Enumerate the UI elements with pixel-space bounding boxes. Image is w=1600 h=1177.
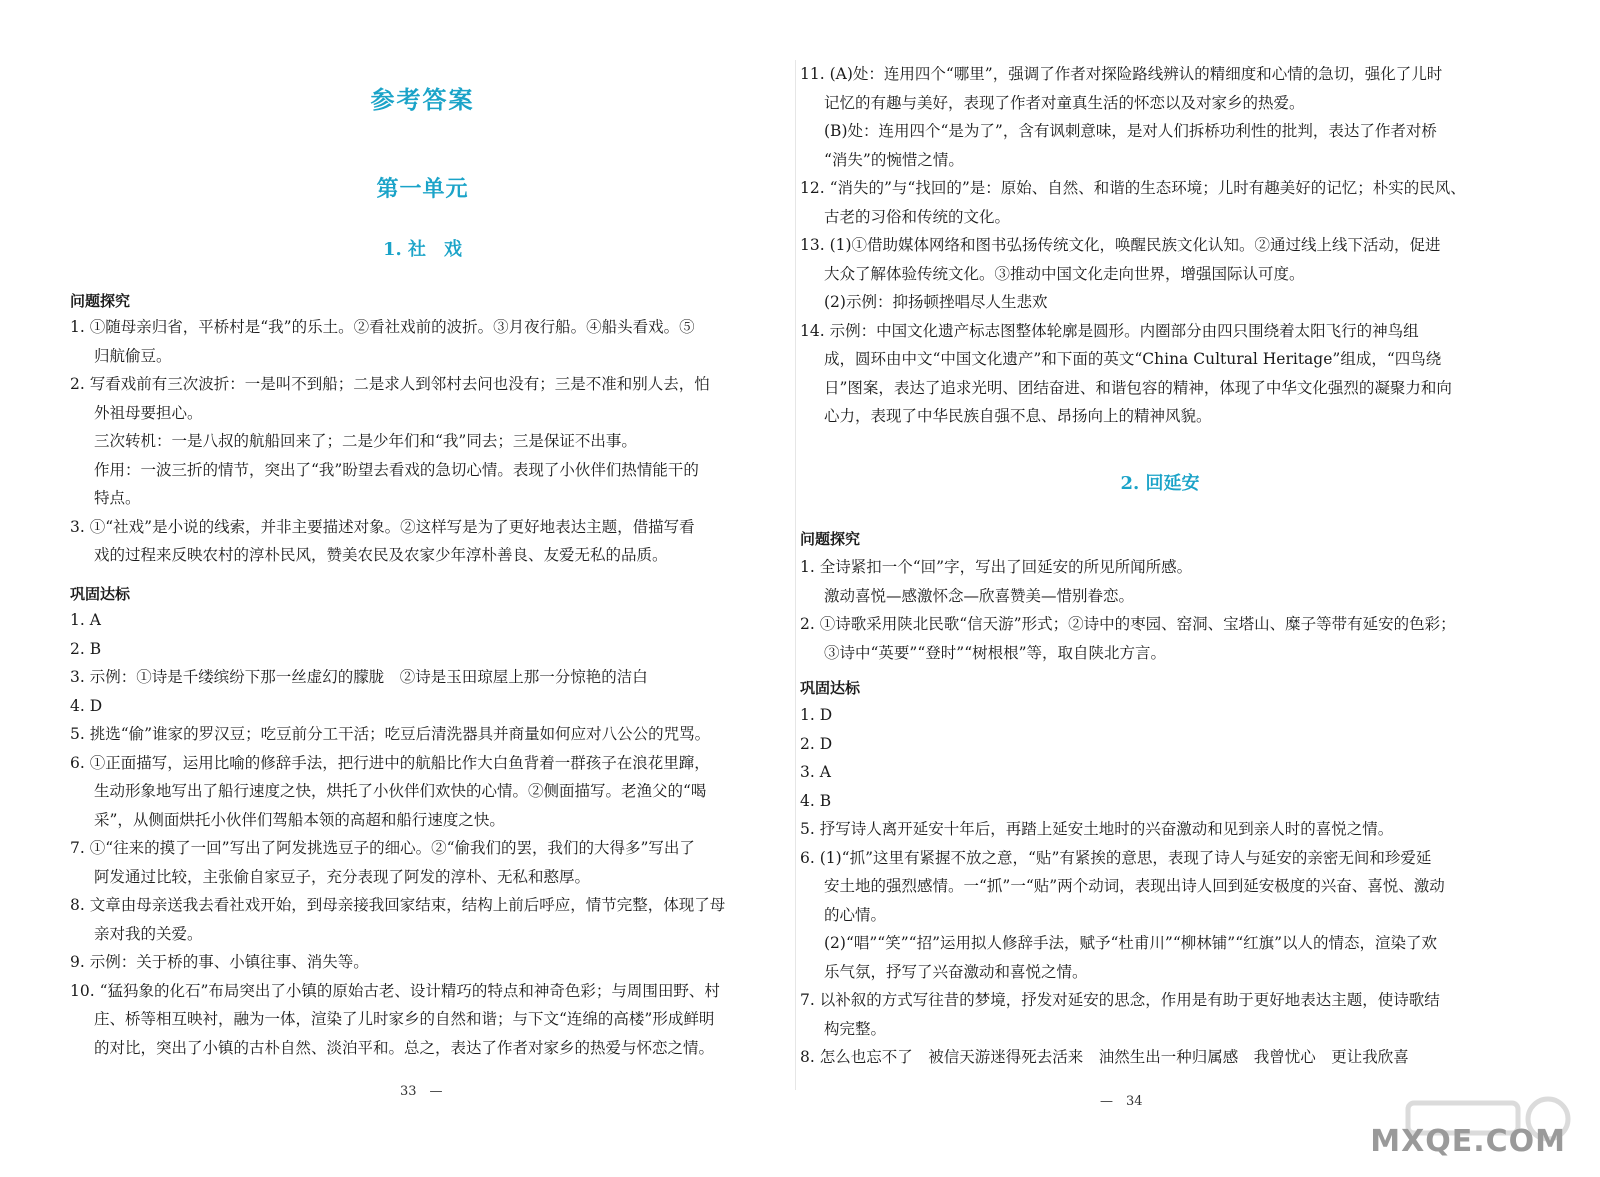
answer-line: 记忆的有趣与美好，表现了作者对童真生活的怀恋以及对家乡的热爱。 (824, 93, 1305, 112)
answer-line: 安土地的强烈感情。一“抓”一“贴”两个动词，表现出诗人回到延安极度的兴奋、喜悦、激动 (824, 877, 1445, 895)
answer-line: 3. A (800, 763, 831, 781)
answer-line: 成，圆环由中文“中国文化遗产”和下面的英文“China Cultural Heritage”组成，“四鸟绕 (824, 350, 1442, 368)
answer-line: 激动喜悦—感激怀念—欣喜赞美—惜别眷恋。 (824, 586, 1135, 605)
section-heading-consolidate: 巩固达标 (800, 679, 861, 697)
left-section-consolidate (70, 583, 775, 604)
right-problem-list (800, 553, 1520, 667)
answer-line: 2. 写看戏前有三次波折：一是叫不到船；二是求人到邻村去问也没有；三是不准和别人去，怕 (70, 375, 710, 393)
answer-line: 11. (A)处：连用四个“哪里”，强调了作者对探险路线辨认的精细度和心情的急切，强化了儿时 (800, 65, 1443, 83)
answer-line: 6. ①正面描写，运用比喻的修辞手法，把行进中的航船比作大白鱼背着一群孩子在浪花里蹿， (70, 753, 710, 772)
answer-line: 14. 示例：中国文化遗产标志图整体轮廓是圆形。内圈部分由四只围绕着太阳飞行的神鸟组 (800, 321, 1419, 340)
answer-line: 9. 示例：关于桥的事、小镇往事、消失等。 (70, 953, 369, 971)
lesson-title-2: 2. 回延安 (1120, 473, 1200, 494)
answer-line: 3. 示例：①诗是千缕缤纷下那一丝虚幻的朦胧 ②诗是玉田琼屋上那一分惊艳的洁白 (70, 668, 648, 686)
answer-line: 12. “消失的”与“找回的”是：原始、自然、和谐的生态环境；儿时有趣美好的记忆；朴实的民风、 (800, 179, 1466, 197)
answer-line: 阿发通过比较，主张偷自家豆子，充分表现了阿发的淳朴、无私和憨厚。 (94, 867, 591, 886)
answer-line: 5. 挑选“偷”谁家的罗汉豆；吃豆前分工干活；吃豆后清洗器具并商量如何应对八公公的咒骂。 (70, 725, 711, 743)
answer-line: (2)“唱”“笑”“招”运用拟人修辞手法，赋予“杜甫川”“柳林铺”“红旗”以人的情态，渲染了欢 (824, 934, 1438, 952)
answer-line: 4. D (70, 696, 103, 715)
page-divider (795, 60, 796, 1090)
answer-line: (2)示例：抑扬顿挫唱尽人生悲欢 (824, 293, 1048, 311)
answer-line: 的心情。 (824, 905, 887, 924)
answer-line: 8. 文章由母亲送我去看社戏开始，到母亲接我回家结束，结构上前后呼应，情节完整，体现了母 (70, 896, 726, 914)
answer-line: 三次转机：一是八叔的航船回来了；二是少年们和“我”同去；三是保证不出事。 (94, 432, 637, 450)
answer-line: 采”，从侧面烘托小伙伴们驾船本领的高超和船行速度之快。 (94, 810, 505, 829)
lesson-title-1: 1. 社 戏 (382, 239, 463, 260)
answer-line: 归航偷豆。 (94, 346, 172, 365)
answer-line: 7. ①“往来的摸了一回”写出了阿发挑选豆子的细心。②“偷我们的罢，我们的大得多”写出了 (70, 839, 695, 857)
main-title: 参考答案 (370, 85, 475, 114)
right-continued-answers (800, 60, 1520, 431)
section-heading-problem: 问题探究 (800, 530, 861, 548)
answer-line: 古老的习俗和传统的文化。 (824, 207, 1011, 226)
answer-line: 亲对我的关爱。 (94, 924, 203, 943)
left-consolidate-list (70, 606, 775, 1062)
answer-line: 4. B (800, 791, 832, 810)
answer-line: 庄、桥等相互映衬，融为一体，渲染了儿时家乡的自然和谐；与下文“连绵的高楼”形成鲜明 (94, 1010, 715, 1028)
answer-line: (B)处：连用四个“是为了”，含有讽刺意味，是对人们拆桥功利性的批判，表达了作者对桥 (824, 122, 1437, 140)
answer-line: 2. ①诗歌采用陕北民歌“信天游”形式；②诗中的枣园、窑洞、宝塔山、糜子等带有延安的色彩； (800, 615, 1456, 633)
answer-line: ③诗中“英要”“登时”“树根根”等，取自陕北方言。 (824, 643, 1167, 662)
answer-line: 8. 怎么也忘不了 被信天游迷得死去活来 油然生出一种归属感 我曾忧心 更让我欣喜 (800, 1048, 1409, 1066)
right-section-problem (800, 528, 1520, 549)
unit-title: 第一单元 (376, 176, 469, 202)
answer-line: 3. ①“社戏”是小说的线索，并非主要描述对象。②这样写是为了更好地表达主题，借描写看 (70, 517, 695, 536)
left-section-problem (70, 290, 775, 311)
answer-line: 的对比，突出了小镇的古朴自然、淡泊平和。总之，表达了作者对家乡的热爱与怀恋之情。 (94, 1038, 715, 1057)
answer-line: 作用：一波三折的情节，突出了“我”盼望去看戏的急切心情。表现了小伙伴们热情能干的 (94, 460, 699, 479)
answer-line: 日”图案，表达了追求光明、团结奋进、和谐包容的精神，体现了中华文化强烈的凝聚力和向 (824, 378, 1452, 397)
right-consolidate-list (800, 701, 1520, 1072)
answer-line: 戏的过程来反映农村的淳朴民风，赞美农民及农家少年淳朴善良、友爱无私的品质。 (94, 546, 668, 564)
answer-line: 2. D (800, 734, 833, 753)
section-heading-problem: 问题探究 (70, 292, 131, 310)
answer-line: 外祖母要担心。 (94, 403, 203, 422)
page-number-left: 33 — (400, 1084, 443, 1099)
answer-line: 构完整。 (824, 1019, 887, 1038)
answer-line: 6. (1)“抓”这里有紧握不放之意，“贴”有紧挨的意思，表现了诗人与延安的亲密无间和珍爱延 (800, 848, 1432, 867)
answer-line: 1. A (70, 611, 101, 629)
left-problem-list (70, 313, 775, 570)
answer-line: 5. 抒写诗人离开延安十年后，再踏上延安土地时的兴奋激动和见到亲人时的喜悦之情。 (800, 820, 1394, 838)
answer-line: 13. (1)①借助媒体网络和图书弘扬传统文化，唤醒民族文化认知。②通过线上线下活动，促进 (800, 236, 1441, 254)
answer-line: 乐气氛，抒写了兴奋激动和喜悦之情。 (824, 962, 1088, 981)
answer-line: 7. 以补叙的方式写往昔的梦境，抒发对延安的思念，作用是有助于更好地表达主题，使诗歌结 (800, 991, 1440, 1009)
answer-line: 大众了解体验传统文化。③推动中国文化走向世界，增强国际认可度。 (824, 264, 1305, 283)
page-number-right: — 34 (1100, 1094, 1143, 1109)
watermark-text: MXQE.COM (1370, 1124, 1566, 1159)
section-heading-consolidate: 巩固达标 (70, 585, 131, 603)
answer-line: 心力，表现了中华民族自强不息、昂扬向上的精神风貌。 (824, 407, 1212, 425)
answer-line: 10. “猛犸象的化石”布局突出了小镇的原始古老、设计精巧的特点和神奇色彩；与周围田野、村 (70, 981, 720, 1000)
right-section-consolidate (800, 677, 1520, 698)
answer-line: 2. B (70, 639, 102, 658)
left-page (70, 0, 775, 1177)
answer-line: 1. D (800, 706, 833, 724)
right-page (800, 0, 1520, 1177)
answer-line: 1. ①随母亲归省，平桥村是“我”的乐土。②看社戏前的波折。③月夜行船。④船头看戏。⑤ (70, 318, 695, 336)
answer-line: 特点。 (94, 489, 141, 507)
answer-line: “消失”的惋惜之情。 (824, 150, 964, 169)
answer-line: 1. 全诗紧扣一个“回”字，写出了回延安的所见所闻所感。 (800, 558, 1193, 576)
answer-line: 生动形象地写出了船行速度之快，烘托了小伙伴们欢快的心情。②侧面描写。老渔父的“喝 (94, 782, 707, 800)
